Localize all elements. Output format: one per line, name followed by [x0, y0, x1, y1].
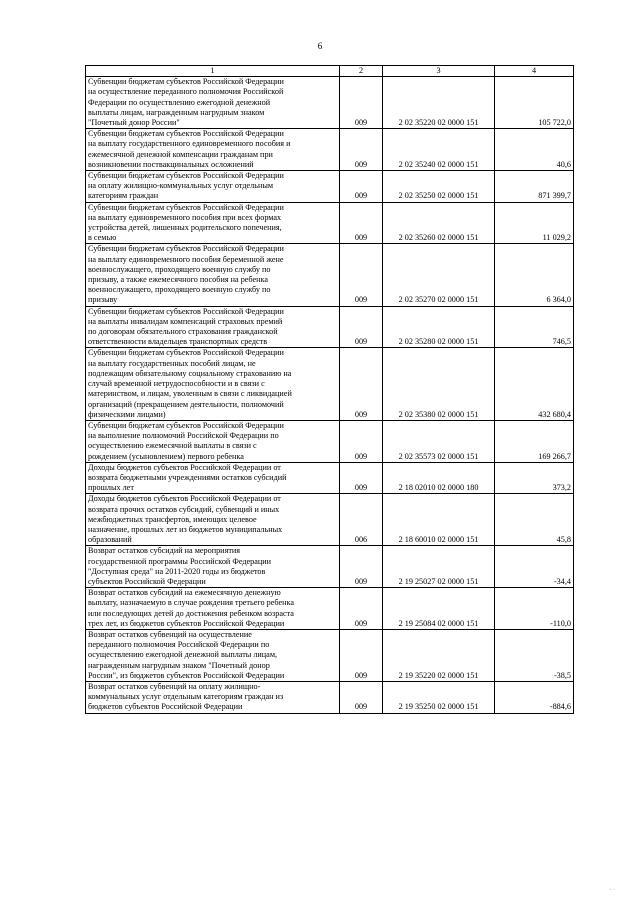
table-row: [86, 129, 574, 171]
row-name-cell: Субвенции бюджетам субъектов Российской Федерации на выплату государственного единовременного пособия и ежемесячной денежной компенсации гражданам при возникновении поствакцинальных осложнений: [86, 129, 340, 171]
row-name-cell: Субвенции бюджетам субъектов Российской Федерации на выплаты инвалидам компенсаций страховых премий по договорам обязательного страхования гражданской ответственности владельцев транспортных средств: [86, 306, 340, 348]
row-admin-cell: 009: [340, 202, 383, 244]
row-code-cell: 2 02 35280 02 0000 151: [383, 306, 495, 348]
table-row: [86, 494, 574, 546]
table-row: [86, 588, 574, 630]
page-number: 6: [317, 41, 323, 51]
table-row: [86, 462, 574, 494]
row-admin-cell: 009: [340, 244, 383, 306]
row-admin-cell: 009: [340, 462, 383, 494]
row-amount-cell: -34,4: [495, 546, 574, 588]
row-code-cell: 2 18 02010 02 0000 180: [383, 462, 495, 494]
row-name-cell: Субвенции бюджетам субъектов Российской Федерации на оплату жилищно-коммунальных услуг отдельным категориям граждан: [86, 171, 340, 203]
row-name-cell: Субвенции бюджетам субъектов Российской Федерации на осуществление переданного полномочия Российской Федерации по осуществлению ежегодной денежной выплаты лицам, награжденным нагрудным знаком "Почетный донор России": [86, 77, 340, 129]
row-amount-cell: 105 722,0: [495, 77, 574, 129]
row-admin-cell: 009: [340, 129, 383, 171]
row-code-cell: 2 19 35220 02 0000 151: [383, 629, 495, 681]
row-amount-cell: 6 364,0: [495, 244, 574, 306]
row-code-cell: 2 02 35270 02 0000 151: [383, 244, 495, 306]
row-name-cell: Возврат остатков субсидий на мероприятия государственной программы Российской Федерации "Доступная среда" на 2011-2020 годы из бюджетов субъектов Российской Федерации: [86, 546, 340, 588]
row-name-cell: Возврат остатков субвенций на оплату жилищно- коммунальных услуг отдельным категориям граждан из бюджетов субъектов Российской Федерации: [86, 681, 340, 713]
row-name-cell: Доходы бюджетов субъектов Российской Федерации от возврата прочих остатков субсидий, субвенций и иных межбюджетных трансфертов, имеющих целевое назначение, прошлых лет из бюджетов муниципальных образований: [86, 494, 340, 546]
row-amount-cell: 373,2: [495, 462, 574, 494]
budget-table: [85, 65, 574, 714]
row-name-cell: Возврат остатков субсидий на ежемесячную денежную выплату, назначаемую в случае рождения третьего ребенка или последующих детей до достижения ребенком возраста трех лет, из бюджетов субъектов Российской Федерации: [86, 588, 340, 630]
row-name-cell: Возврат остатков субвенций на осуществление переданного полномочия Российской Федерации по осуществлению ежегодной денежной выплаты лицам, награжденным нагрудным знаком "Почетный донор России", из бюджетов субъектов Российской Федерации: [86, 629, 340, 681]
row-name-cell: Доходы бюджетов субъектов Российской Федерации от возврата бюджетными учреждениями остатков субсидий прошлых лет: [86, 462, 340, 494]
row-name-cell: Субвенции бюджетам субъектов Российской Федерации на выплату государственных пособий лицам, не подлежащим обязательному социальному страхованию на случай временной нетрудоспособности и в связи с материнством, и лицам, уволенным в связи с ликвидацией организаций (прекращением деятельности, полномочий физическими лицами): [86, 348, 340, 420]
header-col-1: 1: [86, 66, 340, 77]
row-amount-cell: 40,6: [495, 129, 574, 171]
row-amount-cell: -38,5: [495, 629, 574, 681]
row-admin-cell: 009: [340, 171, 383, 203]
row-admin-cell: 009: [340, 306, 383, 348]
scan-marks: · ·: [609, 887, 615, 893]
table-row: [86, 546, 574, 588]
row-amount-cell: -110,0: [495, 588, 574, 630]
row-amount-cell: 11 029,2: [495, 202, 574, 244]
row-name-cell: Субвенции бюджетам субъектов Российской Федерации на выполнение полномочий Российской Федерации по осуществлению ежемесячной выплаты в связи с рождением (усыновлением) первого ребенка: [86, 420, 340, 462]
row-amount-cell: -884,6: [495, 681, 574, 713]
table-body: [86, 77, 574, 713]
table-row: [86, 420, 574, 462]
table-row: [86, 202, 574, 244]
row-code-cell: 2 18 60010 02 0000 151: [383, 494, 495, 546]
table-row: [86, 681, 574, 713]
row-admin-cell: 006: [340, 494, 383, 546]
header-col-4: 4: [495, 66, 574, 77]
row-code-cell: 2 02 35380 02 0000 151: [383, 348, 495, 420]
row-code-cell: 2 02 35240 02 0000 151: [383, 129, 495, 171]
table-row: [86, 306, 574, 348]
row-admin-cell: 009: [340, 629, 383, 681]
table-row: [86, 77, 574, 129]
table-row: [86, 629, 574, 681]
row-code-cell: 2 02 35250 02 0000 151: [383, 171, 495, 203]
row-code-cell: 2 02 35260 02 0000 151: [383, 202, 495, 244]
row-amount-cell: 746,5: [495, 306, 574, 348]
row-name-cell: Субвенции бюджетам субъектов Российской Федерации на выплату единовременного пособия при всех формах устройства детей, лишенных родительского попечения, в семью: [86, 202, 340, 244]
table-row: [86, 171, 574, 203]
row-code-cell: 2 02 35573 02 0000 151: [383, 420, 495, 462]
header-col-3: 3: [383, 66, 495, 77]
table-row: [86, 244, 574, 306]
row-code-cell: 2 02 35220 02 0000 151: [383, 77, 495, 129]
header-col-2: 2: [340, 66, 383, 77]
row-admin-cell: 009: [340, 348, 383, 420]
row-amount-cell: 45,8: [495, 494, 574, 546]
row-admin-cell: 009: [340, 546, 383, 588]
row-code-cell: 2 19 35250 02 0000 151: [383, 681, 495, 713]
row-admin-cell: 009: [340, 681, 383, 713]
row-code-cell: 2 19 25027 02 0000 151: [383, 546, 495, 588]
table-row: [86, 348, 574, 420]
table-header-row: [86, 66, 574, 77]
row-amount-cell: 169 266,7: [495, 420, 574, 462]
row-amount-cell: 432 680,4: [495, 348, 574, 420]
row-name-cell: Субвенции бюджетам субъектов Российской Федерации на выплату единовременного пособия беременной жене военнослужащего, проходящего военную службу по призыву, а также ежемесячного пособия на ребенка военнослужащего, проходящего военную службу по призыву: [86, 244, 340, 306]
row-admin-cell: 009: [340, 588, 383, 630]
row-code-cell: 2 19 25084 02 0000 151: [383, 588, 495, 630]
row-admin-cell: 009: [340, 77, 383, 129]
row-amount-cell: 871 399,7: [495, 171, 574, 203]
row-admin-cell: 009: [340, 420, 383, 462]
